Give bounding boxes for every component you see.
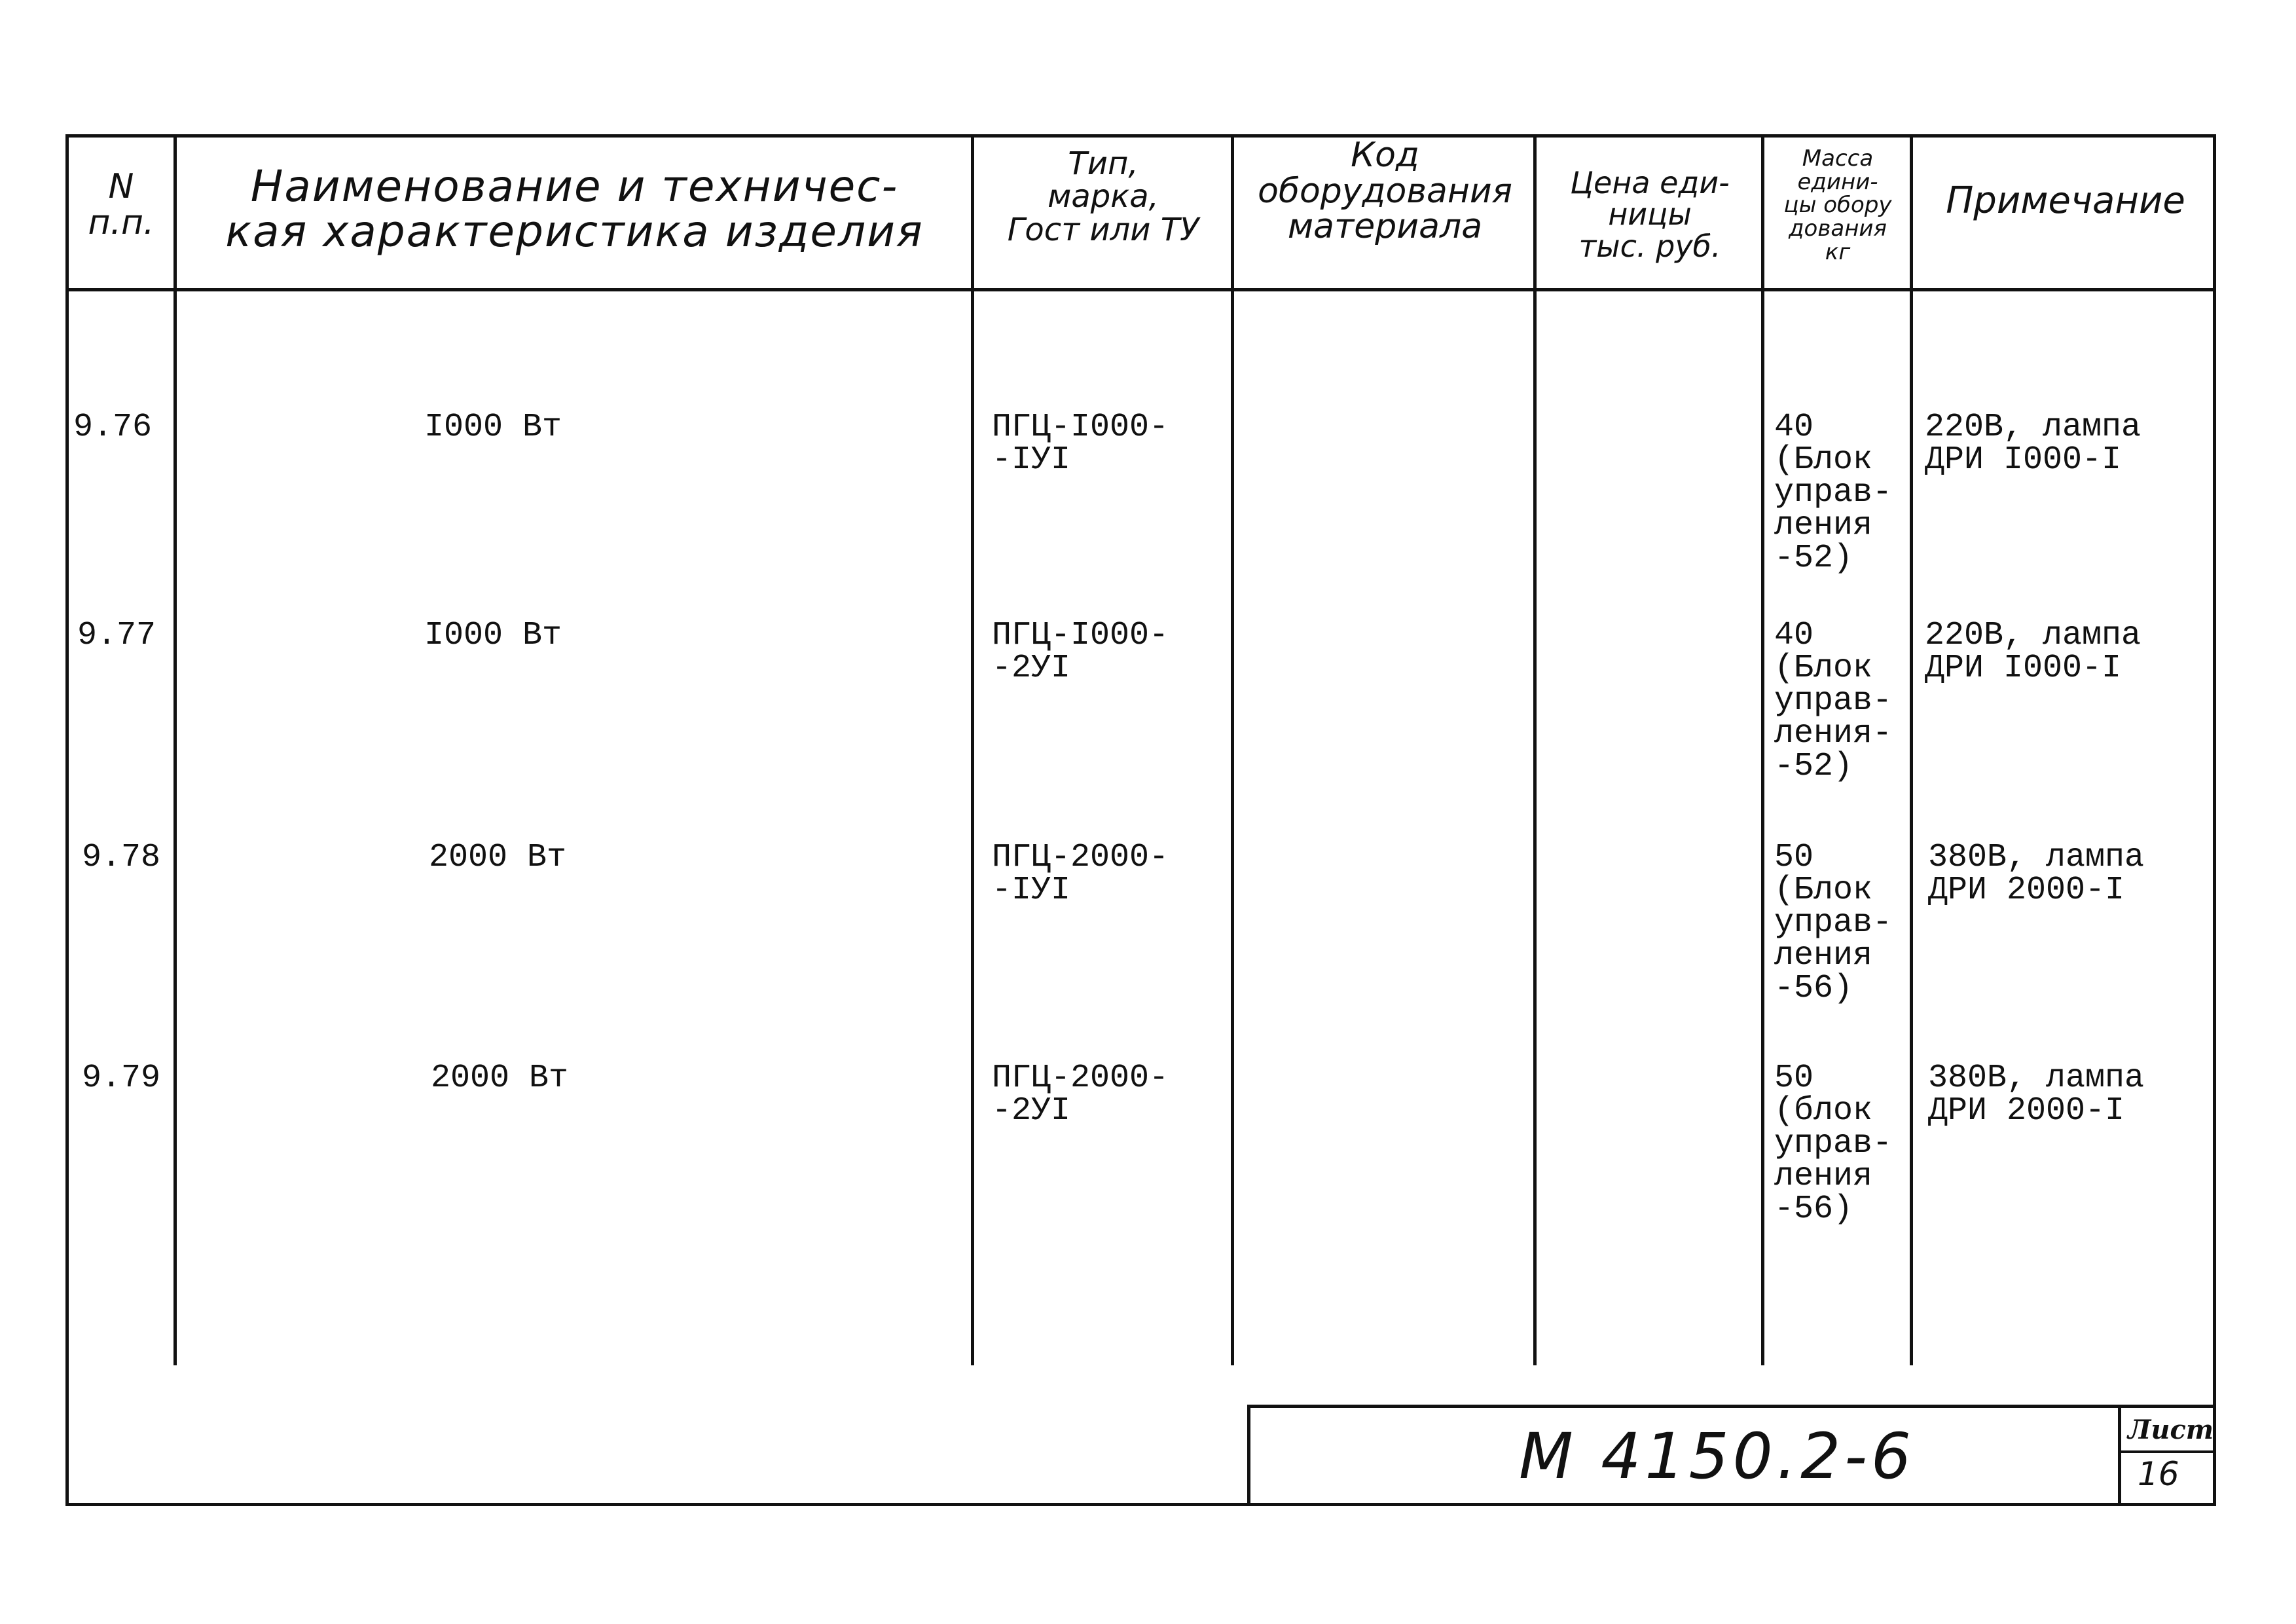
col-divider-5 [1761,134,1764,1365]
col-divider-3 [1231,134,1234,1365]
header-name: Наименование и техничес- кая характеристика изделия [225,161,924,257]
header-num: N п.п. [88,167,155,242]
document-code: М 4150.2-6 [1519,1420,1915,1493]
row-num: 9.76 [73,409,153,446]
sheet-box-divider [2121,1450,2216,1453]
col-divider-6 [1910,134,1913,1365]
row-mass: 40 (Блок управ- ления- -52) [1774,617,1893,785]
row-note: 380В, лампа ДРИ 2000-I [1928,839,2145,909]
header-divider [65,288,2216,291]
row-num: 9.77 [77,617,156,654]
col-divider-1 [173,134,177,1365]
row-num: 9.79 [82,1060,161,1097]
row-mass: 50 (блок управ- ления -56) [1774,1060,1893,1228]
header-note: Примечание [1946,179,2185,222]
row-type: ПГЦ-I000- -IУI [992,409,1169,479]
header-type: Тип, марка, Гост или ТУ [1007,145,1199,248]
col-divider-2 [971,134,974,1365]
row-note: 380В, лампа ДРИ 2000-I [1928,1060,2145,1130]
header-mass: Масса едини- цы обору дования кг [1783,145,1892,265]
row-name: I000 Вт [424,409,562,446]
row-note: 220В, лампа ДРИ I000-I [1925,409,2141,479]
row-name: 2000 Вт [431,1060,569,1097]
row-mass: 40 (Блок управ- ления -52) [1774,409,1893,577]
sheet-label: Лист [2128,1414,2214,1445]
row-type: ПГЦ-2000- -IУI [992,839,1169,909]
row-mass: 50 (Блок управ- ления -56) [1774,839,1893,1007]
row-type: ПГЦ-2000- -2УI [992,1060,1169,1130]
row-type: ПГЦ-I000- -2УI [992,617,1169,687]
table-frame [65,134,2216,1506]
row-name: I000 Вт [424,617,562,654]
row-name: 2000 Вт [429,839,567,876]
header-code: Код оборудования материала [1258,136,1512,247]
row-note: 220В, лампа ДРИ I000-I [1925,617,2141,687]
header-price: Цена еди- ницы тыс. руб. [1570,165,1730,264]
col-divider-4 [1533,134,1537,1365]
sheet-number: 16 [2138,1455,2179,1493]
row-num: 9.78 [82,839,161,876]
